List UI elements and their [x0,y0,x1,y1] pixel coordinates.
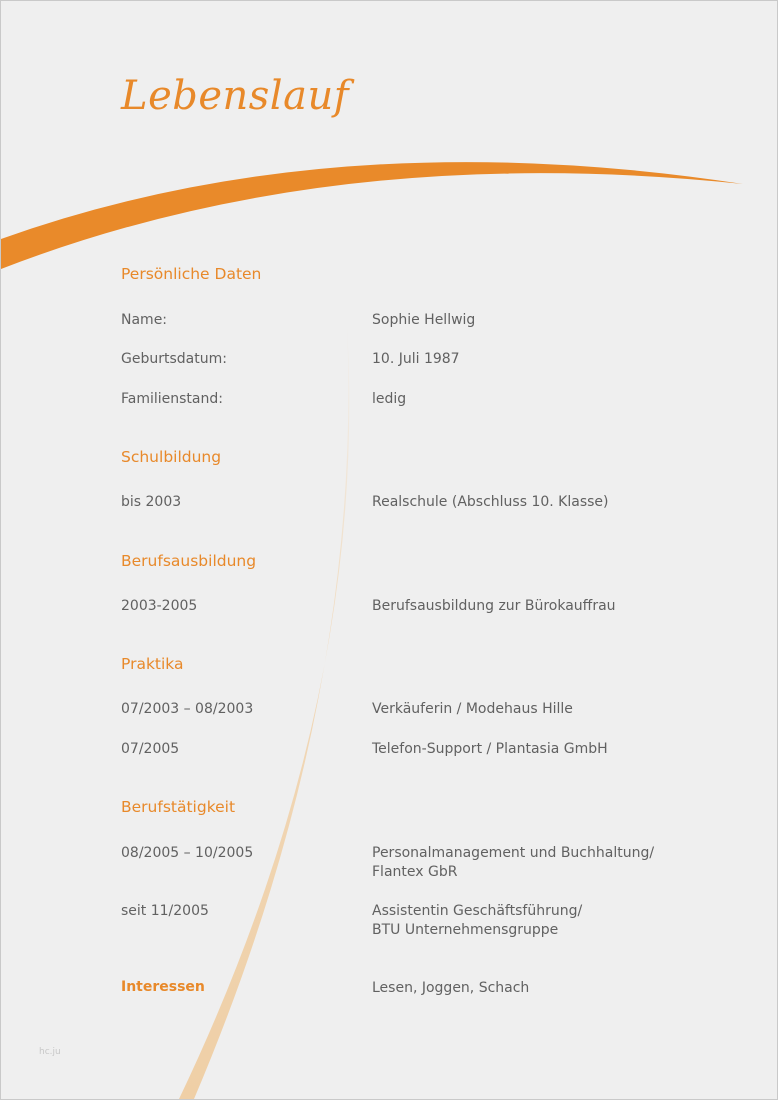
label-training-period: 2003-2005 [121,598,198,614]
section-heading-internships: Praktika [121,655,184,673]
orange-swoosh [1,162,743,269]
value-name: Sophie Hellwig [372,312,476,328]
section-heading-interests: Interessen [121,979,205,995]
label-employment-1: 08/2005 – 10/2005 [121,845,254,861]
label-marital-status: Familienstand: [121,391,223,407]
value-training: Berufsausbildung zur Bürokauffrau [372,598,616,614]
value-employment-2-line2: BTU Unternehmensgruppe [372,922,559,938]
value-school: Realschule (Abschluss 10. Klasse) [372,494,609,510]
label-internship-1: 07/2003 – 08/2003 [121,701,254,717]
watermark: hc.ju [39,1047,61,1057]
section-heading-school: Schulbildung [121,448,222,466]
label-internship-2: 07/2005 [121,741,180,757]
section-heading-training: Berufsausbildung [121,552,257,570]
page-title: Lebenslauf [121,73,350,119]
value-interests: Lesen, Joggen, Schach [372,980,530,996]
label-employment-2: seit 11/2005 [121,903,209,919]
value-employment-1-line2: Flantex GbR [372,864,458,880]
section-heading-employment: Berufstätigkeit [121,798,236,816]
section-heading-personal: Persönliche Daten [121,265,262,283]
value-birthdate: 10. Juli 1987 [372,351,460,367]
value-employment-2-line1: Assistentin Geschäftsführung/ [372,903,583,919]
value-marital-status: ledig [372,391,407,407]
label-school-period: bis 2003 [121,494,182,510]
value-employment-1-line1: Personalmanagement und Buchhaltung/ [372,845,655,861]
value-internship-1: Verkäuferin / Modehaus Hille [372,701,573,717]
label-birthdate: Geburtsdatum: [121,351,227,367]
value-internship-2: Telefon-Support / Plantasia GmbH [372,741,608,757]
label-name: Name: [121,312,168,328]
